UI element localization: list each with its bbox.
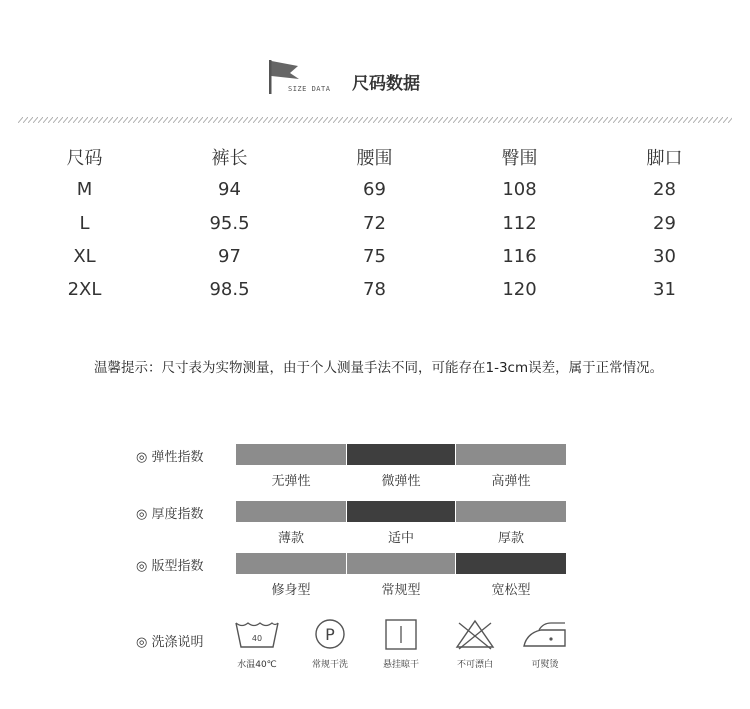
- size-data-badge: SIZE DATA: [288, 85, 331, 93]
- table-cell: 30: [653, 246, 676, 268]
- index-option-label: 厚款: [497, 531, 524, 546]
- table-row: [12, 240, 738, 273]
- column-header-hem: 脚口: [646, 147, 683, 169]
- table-cell: 72: [363, 212, 386, 234]
- index-bar-segment: [347, 501, 455, 522]
- table-cell: 94: [218, 179, 241, 201]
- size-table: [12, 140, 738, 306]
- table-cell: 69: [363, 179, 386, 201]
- svg-text:P: P: [325, 625, 335, 644]
- index-option-label: 常规型: [381, 583, 421, 598]
- page-title: 尺码数据: [352, 74, 420, 94]
- table-cell: 2XL: [67, 279, 102, 301]
- index-option-label: 宽松型: [491, 583, 531, 598]
- wash-instructions-label: ◎ 洗涤说明: [136, 635, 204, 650]
- care-caption: 常规干洗: [311, 660, 348, 670]
- index-bar-segment: [456, 553, 566, 574]
- table-cell: 31: [653, 279, 676, 301]
- index-bar-segment: [347, 444, 455, 465]
- hang-dry-icon: [377, 617, 425, 651]
- wash-40-icon: [233, 617, 281, 651]
- table-cell: XL: [73, 246, 96, 268]
- index-label: ◎ 版型指数: [136, 559, 204, 574]
- svg-text:40: 40: [251, 634, 263, 643]
- table-cell: L: [79, 212, 90, 234]
- index-bar-segment: [236, 501, 346, 522]
- table-cell: M: [76, 179, 93, 201]
- table-cell: 116: [502, 246, 537, 268]
- index-option-label: 高弹性: [491, 474, 531, 489]
- table-cell: 28: [653, 179, 676, 201]
- table-cell: 78: [363, 279, 386, 301]
- dashed-divider: [18, 117, 732, 123]
- index-option-label: 无弹性: [271, 474, 311, 489]
- index-bar-segment: [456, 501, 566, 522]
- care-caption: 水温40℃: [237, 660, 277, 670]
- column-header-length: 裤长: [211, 147, 248, 169]
- iron-icon: [521, 617, 569, 651]
- index-option-label: 适中: [387, 531, 414, 546]
- index-bar-segment: [236, 553, 346, 574]
- table-row: [12, 173, 738, 206]
- column-header-size: 尺码: [66, 147, 103, 169]
- table-cell: 108: [502, 179, 537, 201]
- table-cell: 120: [502, 279, 537, 301]
- index-option-label: 薄款: [277, 531, 304, 546]
- care-caption: 悬挂晾干: [382, 660, 419, 670]
- index-option-label: 微弹性: [381, 474, 421, 489]
- index-bar-segment: [347, 553, 455, 574]
- index-label: ◎ 厚度指数: [136, 507, 204, 522]
- column-header-waist: 腰围: [356, 147, 393, 169]
- table-cell: 97: [218, 246, 241, 268]
- table-row: [12, 207, 738, 240]
- measurement-tip: 温馨提示：尺寸表为实物测量，由于个人测量手法不同，可能存在1-3cm误差，属于正常情况。: [94, 360, 664, 376]
- column-header-hip: 臀围: [501, 147, 538, 169]
- table-header-row: [12, 140, 738, 173]
- no-bleach-icon: [451, 617, 499, 651]
- index-label: ◎ 弹性指数: [136, 450, 204, 465]
- index-bar-segment: [236, 444, 346, 465]
- care-caption: 不可漂白: [456, 660, 493, 670]
- table-cell: 98.5: [209, 279, 250, 301]
- index-bar-segment: [456, 444, 566, 465]
- care-caption: 可熨烫: [531, 660, 559, 670]
- index-option-label: 修身型: [271, 583, 311, 598]
- table-cell: 112: [502, 212, 537, 234]
- table-cell: 29: [653, 212, 676, 234]
- dry-clean-p-icon: [306, 617, 354, 651]
- table-row: [12, 273, 738, 306]
- table-cell: 75: [363, 246, 386, 268]
- table-cell: 95.5: [209, 212, 250, 234]
- section-header: [0, 52, 750, 100]
